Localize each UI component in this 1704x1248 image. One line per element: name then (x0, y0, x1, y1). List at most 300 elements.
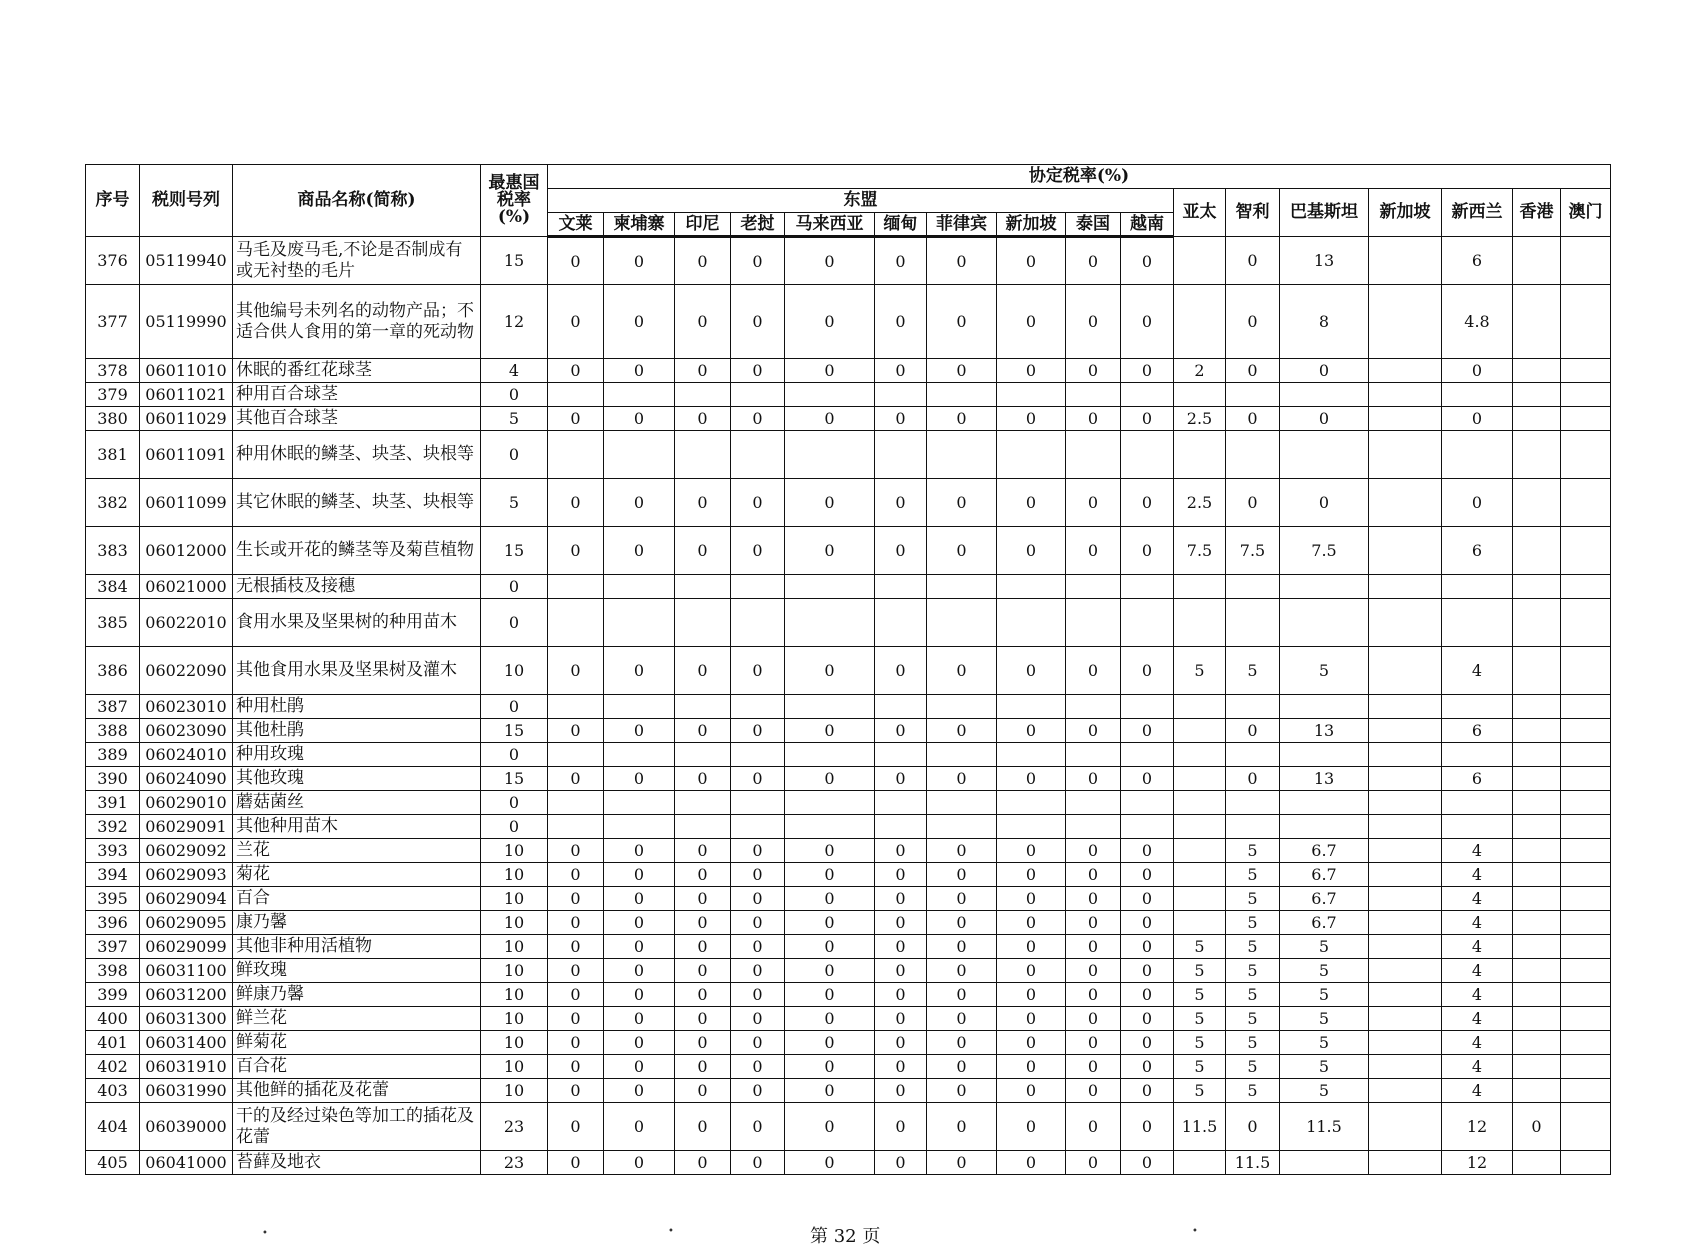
cell-asean-rate: 0 (675, 911, 731, 935)
cell-other-rate (1369, 911, 1442, 935)
cell-asean-rate: 0 (731, 719, 785, 743)
cell-other-rate (1561, 887, 1611, 911)
cell-other-rate (1561, 743, 1611, 767)
cell-code: 06029095 (140, 911, 233, 935)
cell-asean-rate: 0 (997, 719, 1066, 743)
cell-other-rate (1226, 695, 1280, 719)
cell-other-rate (1280, 815, 1369, 839)
cell-other-rate (1369, 237, 1442, 285)
cell-asean-rate (604, 575, 675, 599)
cell-asean-rate: 0 (875, 887, 927, 911)
cell-code: 06011021 (140, 383, 233, 407)
cell-asean-rate: 0 (604, 767, 675, 791)
cell-other-rate (1369, 1031, 1442, 1055)
cell-name: 其他非种用活植物 (233, 935, 481, 959)
cell-asean-rate: 0 (675, 647, 731, 695)
cell-other-rate (1280, 575, 1369, 599)
cell-asean-rate: 0 (1066, 407, 1121, 431)
cell-other-rate (1174, 743, 1226, 767)
cell-asean-rate: 0 (731, 959, 785, 983)
cell-asean-rate: 0 (785, 359, 875, 383)
cell-other-rate (1513, 359, 1561, 383)
cell-other-rate: 5 (1226, 887, 1280, 911)
cell-code: 06022090 (140, 647, 233, 695)
cell-asean-rate: 0 (548, 767, 604, 791)
cell-other-rate: 4 (1442, 1007, 1513, 1031)
cell-asean-rate: 0 (604, 1103, 675, 1151)
cell-other-rate (1226, 383, 1280, 407)
cell-name: 其他玫瑰 (233, 767, 481, 791)
cell-asean-rate: 0 (548, 285, 604, 359)
cell-asean-rate: 0 (1066, 479, 1121, 527)
cell-asean-rate: 0 (997, 1055, 1066, 1079)
table-row (86, 719, 1611, 743)
cell-other-rate (1280, 791, 1369, 815)
cell-asean-rate (604, 431, 675, 479)
cell-name: 蘑菇菌丝 (233, 791, 481, 815)
cell-other-rate (1561, 383, 1611, 407)
cell-mfn: 10 (481, 647, 548, 695)
cell-asean-rate: 0 (1066, 1079, 1121, 1103)
cell-mfn: 5 (481, 479, 548, 527)
cell-asean-rate: 0 (785, 1007, 875, 1031)
cell-mfn: 10 (481, 983, 548, 1007)
cell-other-rate (1513, 527, 1561, 575)
cell-other-rate: 12 (1442, 1103, 1513, 1151)
cell-asean-rate: 0 (604, 1055, 675, 1079)
cell-name: 马毛及废马毛,不论是否制成有或无衬垫的毛片 (233, 237, 481, 285)
cell-other-rate (1561, 359, 1611, 383)
cell-asean-rate (1121, 743, 1174, 767)
cell-seq: 403 (86, 1079, 140, 1103)
cell-asean-rate (731, 815, 785, 839)
table-row (86, 1079, 1611, 1103)
cell-asean-rate: 0 (927, 1151, 997, 1175)
header-other: 智利 (1226, 189, 1280, 237)
cell-other-rate (1174, 695, 1226, 719)
cell-asean-rate (675, 791, 731, 815)
cell-seq: 381 (86, 431, 140, 479)
cell-asean-rate: 0 (997, 359, 1066, 383)
cell-asean-rate: 0 (927, 527, 997, 575)
cell-asean-rate (604, 695, 675, 719)
cell-asean-rate: 0 (675, 1055, 731, 1079)
cell-other-rate: 4 (1442, 959, 1513, 983)
cell-asean-rate (1121, 599, 1174, 647)
cell-other-rate (1561, 575, 1611, 599)
cell-other-rate (1174, 815, 1226, 839)
table-row (86, 647, 1611, 695)
cell-asean-rate: 0 (1121, 1103, 1174, 1151)
cell-asean-rate: 0 (604, 1007, 675, 1031)
cell-other-rate (1513, 863, 1561, 887)
cell-other-rate (1369, 863, 1442, 887)
cell-other-rate (1280, 743, 1369, 767)
cell-asean-rate (548, 791, 604, 815)
cell-asean-rate (1066, 599, 1121, 647)
cell-asean-rate (1066, 575, 1121, 599)
cell-asean-rate: 0 (1121, 237, 1174, 285)
table-row (86, 237, 1611, 285)
cell-other-rate (1174, 767, 1226, 791)
cell-code: 06031400 (140, 1031, 233, 1055)
cell-asean-rate: 0 (997, 1151, 1066, 1175)
cell-asean-rate: 0 (731, 285, 785, 359)
cell-asean-rate (927, 791, 997, 815)
cell-name: 鲜兰花 (233, 1007, 481, 1031)
cell-other-rate: 5 (1226, 1055, 1280, 1079)
cell-other-rate: 4 (1442, 839, 1513, 863)
cell-asean-rate (1066, 695, 1121, 719)
cell-asean-rate: 0 (785, 1103, 875, 1151)
cell-asean-rate: 0 (675, 887, 731, 911)
cell-asean-rate (1066, 743, 1121, 767)
cell-asean-rate: 0 (1121, 887, 1174, 911)
cell-asean-rate: 0 (785, 983, 875, 1007)
cell-other-rate (1561, 237, 1611, 285)
cell-other-rate (1513, 1007, 1561, 1031)
cell-asean-rate (875, 791, 927, 815)
header-name: 商品名称(简称) (233, 165, 481, 237)
cell-asean-rate (675, 383, 731, 407)
cell-asean-rate: 0 (1066, 285, 1121, 359)
cell-asean-rate: 0 (1066, 767, 1121, 791)
cell-other-rate (1280, 1151, 1369, 1175)
cell-asean-rate (1121, 791, 1174, 815)
cell-other-rate: 8 (1280, 285, 1369, 359)
cell-asean-rate: 0 (1121, 1031, 1174, 1055)
cell-asean-rate: 0 (1066, 237, 1121, 285)
cell-asean-rate: 0 (731, 647, 785, 695)
cell-code: 06029099 (140, 935, 233, 959)
table-row (86, 863, 1611, 887)
cell-name: 无根插枝及接穗 (233, 575, 481, 599)
cell-asean-rate: 0 (548, 935, 604, 959)
cell-other-rate: 5 (1226, 1007, 1280, 1031)
cell-asean-rate: 0 (875, 1031, 927, 1055)
cell-seq: 385 (86, 599, 140, 647)
cell-seq: 396 (86, 911, 140, 935)
cell-asean-rate: 0 (785, 1055, 875, 1079)
cell-asean-rate: 0 (927, 1103, 997, 1151)
cell-other-rate: 5 (1174, 1055, 1226, 1079)
cell-asean-rate: 0 (997, 767, 1066, 791)
cell-other-rate: 5 (1280, 1055, 1369, 1079)
cell-asean-rate: 0 (927, 863, 997, 887)
cell-other-rate: 6.7 (1280, 887, 1369, 911)
cell-other-rate: 5 (1280, 959, 1369, 983)
cell-code: 06029093 (140, 863, 233, 887)
cell-mfn: 10 (481, 1031, 548, 1055)
cell-asean-rate: 0 (927, 1055, 997, 1079)
cell-other-rate (1369, 647, 1442, 695)
header-asean-country: 老挝 (731, 213, 785, 237)
cell-other-rate (1442, 383, 1513, 407)
cell-asean-rate: 0 (548, 1151, 604, 1175)
table-row (86, 935, 1611, 959)
cell-name: 其他食用水果及坚果树及灌木 (233, 647, 481, 695)
cell-other-rate (1513, 237, 1561, 285)
cell-asean-rate: 0 (875, 863, 927, 887)
cell-asean-rate: 0 (1121, 767, 1174, 791)
cell-asean-rate: 0 (997, 839, 1066, 863)
cell-name: 兰花 (233, 839, 481, 863)
cell-other-rate (1513, 767, 1561, 791)
cell-asean-rate: 0 (675, 285, 731, 359)
cell-asean-rate: 0 (785, 959, 875, 983)
cell-other-rate (1561, 407, 1611, 431)
table-row (86, 1031, 1611, 1055)
cell-asean-rate (548, 383, 604, 407)
cell-asean-rate: 0 (1121, 1079, 1174, 1103)
cell-asean-rate (785, 575, 875, 599)
cell-other-rate: 6 (1442, 767, 1513, 791)
cell-other-rate: 5 (1174, 983, 1226, 1007)
cell-seq: 395 (86, 887, 140, 911)
cell-asean-rate: 0 (675, 959, 731, 983)
cell-asean-rate: 0 (997, 1007, 1066, 1031)
cell-mfn: 0 (481, 575, 548, 599)
cell-mfn: 23 (481, 1151, 548, 1175)
cell-other-rate: 5 (1174, 1007, 1226, 1031)
cell-other-rate (1369, 479, 1442, 527)
cell-asean-rate: 0 (785, 839, 875, 863)
cell-asean-rate: 0 (675, 767, 731, 791)
cell-name: 其他编号未列名的动物产品；不适合供人食用的第一章的死动物 (233, 285, 481, 359)
cell-asean-rate: 0 (997, 647, 1066, 695)
cell-asean-rate: 0 (675, 1151, 731, 1175)
cell-asean-rate (731, 791, 785, 815)
cell-asean-rate: 0 (675, 1103, 731, 1151)
cell-asean-rate: 0 (927, 935, 997, 959)
cell-asean-rate (1121, 383, 1174, 407)
cell-asean-rate: 0 (785, 527, 875, 575)
cell-asean-rate: 0 (785, 767, 875, 791)
header-asean-country: 新加坡 (997, 213, 1066, 237)
cell-other-rate (1442, 791, 1513, 815)
cell-asean-rate: 0 (1066, 1007, 1121, 1031)
cell-asean-rate: 0 (1066, 1151, 1121, 1175)
cell-other-rate (1174, 383, 1226, 407)
cell-other-rate: 5 (1174, 959, 1226, 983)
cell-other-rate: 7.5 (1174, 527, 1226, 575)
table-row (86, 431, 1611, 479)
cell-seq: 397 (86, 935, 140, 959)
cell-code: 06029092 (140, 839, 233, 863)
cell-asean-rate: 0 (1121, 959, 1174, 983)
cell-other-rate: 5 (1226, 1031, 1280, 1055)
cell-other-rate: 5 (1174, 1031, 1226, 1055)
cell-other-rate (1369, 983, 1442, 1007)
cell-code: 06031200 (140, 983, 233, 1007)
cell-asean-rate (1121, 431, 1174, 479)
cell-other-rate (1369, 959, 1442, 983)
cell-asean-rate: 0 (927, 887, 997, 911)
cell-asean-rate: 0 (731, 767, 785, 791)
cell-asean-rate (731, 383, 785, 407)
cell-asean-rate: 0 (604, 285, 675, 359)
cell-other-rate: 12 (1442, 1151, 1513, 1175)
cell-other-rate (1369, 285, 1442, 359)
cell-other-rate: 2.5 (1174, 479, 1226, 527)
cell-asean-rate: 0 (785, 1151, 875, 1175)
cell-asean-rate: 0 (548, 647, 604, 695)
cell-mfn: 10 (481, 887, 548, 911)
cell-other-rate: 5 (1280, 983, 1369, 1007)
cell-asean-rate (997, 695, 1066, 719)
cell-other-rate: 5 (1280, 935, 1369, 959)
cell-other-rate (1561, 959, 1611, 983)
cell-asean-rate: 0 (1066, 359, 1121, 383)
cell-other-rate (1513, 647, 1561, 695)
cell-other-rate (1513, 1079, 1561, 1103)
cell-asean-rate: 0 (731, 863, 785, 887)
cell-mfn: 0 (481, 695, 548, 719)
cell-asean-rate: 0 (875, 1103, 927, 1151)
cell-asean-rate: 0 (785, 911, 875, 935)
table-row (86, 911, 1611, 935)
cell-code: 06024010 (140, 743, 233, 767)
cell-asean-rate (675, 695, 731, 719)
cell-asean-rate: 0 (1121, 1007, 1174, 1031)
cell-asean-rate: 0 (604, 237, 675, 285)
scan-speck: • (668, 1226, 674, 1237)
cell-asean-rate: 0 (731, 527, 785, 575)
cell-other-rate: 5 (1226, 863, 1280, 887)
cell-asean-rate: 0 (731, 359, 785, 383)
cell-other-rate (1226, 791, 1280, 815)
cell-mfn: 23 (481, 1103, 548, 1151)
cell-asean-rate: 0 (548, 983, 604, 1007)
cell-asean-rate: 0 (731, 1031, 785, 1055)
cell-asean-rate: 0 (548, 911, 604, 935)
cell-asean-rate: 0 (548, 863, 604, 887)
cell-seq: 401 (86, 1031, 140, 1055)
cell-asean-rate: 0 (604, 1151, 675, 1175)
table-row (86, 383, 1611, 407)
cell-asean-rate (997, 791, 1066, 815)
cell-code: 06029010 (140, 791, 233, 815)
cell-other-rate (1561, 599, 1611, 647)
cell-other-rate (1369, 527, 1442, 575)
cell-asean-rate: 0 (604, 839, 675, 863)
cell-asean-rate: 0 (927, 983, 997, 1007)
cell-name: 苔藓及地衣 (233, 1151, 481, 1175)
cell-code: 06022010 (140, 599, 233, 647)
cell-other-rate (1226, 599, 1280, 647)
cell-seq: 388 (86, 719, 140, 743)
cell-asean-rate: 0 (785, 1079, 875, 1103)
cell-code: 06021000 (140, 575, 233, 599)
cell-asean-rate: 0 (1066, 647, 1121, 695)
cell-other-rate (1513, 407, 1561, 431)
cell-other-rate (1513, 743, 1561, 767)
cell-other-rate: 5 (1226, 959, 1280, 983)
cell-mfn: 10 (481, 1007, 548, 1031)
cell-asean-rate: 0 (731, 935, 785, 959)
cell-other-rate (1280, 695, 1369, 719)
cell-asean-rate (785, 815, 875, 839)
cell-name: 鲜玫瑰 (233, 959, 481, 983)
cell-seq: 402 (86, 1055, 140, 1079)
cell-asean-rate (997, 815, 1066, 839)
cell-other-rate (1174, 285, 1226, 359)
cell-seq: 392 (86, 815, 140, 839)
cell-other-rate (1369, 407, 1442, 431)
cell-asean-rate: 0 (1066, 887, 1121, 911)
cell-asean-rate: 0 (604, 1031, 675, 1055)
cell-asean-rate: 0 (1066, 1055, 1121, 1079)
cell-asean-rate (875, 383, 927, 407)
cell-asean-rate: 0 (997, 1103, 1066, 1151)
cell-seq: 376 (86, 237, 140, 285)
cell-asean-rate (1066, 431, 1121, 479)
cell-asean-rate: 0 (927, 479, 997, 527)
cell-asean-rate: 0 (1066, 935, 1121, 959)
cell-asean-rate (1066, 815, 1121, 839)
cell-name: 种用玫瑰 (233, 743, 481, 767)
cell-asean-rate: 0 (785, 1031, 875, 1055)
cell-code: 06031100 (140, 959, 233, 983)
cell-asean-rate: 0 (1121, 839, 1174, 863)
header-mfn: 最惠国税率(%) (481, 165, 548, 237)
cell-code: 05119990 (140, 285, 233, 359)
cell-asean-rate: 0 (785, 935, 875, 959)
cell-asean-rate (875, 743, 927, 767)
cell-asean-rate (548, 815, 604, 839)
cell-mfn: 0 (481, 431, 548, 479)
cell-other-rate: 4 (1442, 935, 1513, 959)
cell-asean-rate: 0 (875, 911, 927, 935)
cell-asean-rate (927, 599, 997, 647)
cell-other-rate (1174, 887, 1226, 911)
cell-asean-rate: 0 (1121, 359, 1174, 383)
cell-asean-rate (548, 695, 604, 719)
cell-other-rate: 0 (1442, 407, 1513, 431)
cell-asean-rate: 0 (604, 719, 675, 743)
cell-other-rate: 6.7 (1280, 839, 1369, 863)
cell-other-rate (1561, 1031, 1611, 1055)
cell-asean-rate: 0 (1066, 719, 1121, 743)
cell-other-rate: 11.5 (1280, 1103, 1369, 1151)
cell-asean-rate: 0 (997, 911, 1066, 935)
cell-other-rate (1369, 1151, 1442, 1175)
cell-asean-rate: 0 (927, 1007, 997, 1031)
cell-other-rate: 7.5 (1226, 527, 1280, 575)
cell-other-rate (1442, 599, 1513, 647)
cell-asean-rate: 0 (548, 407, 604, 431)
cell-seq: 405 (86, 1151, 140, 1175)
cell-other-rate (1226, 743, 1280, 767)
cell-code: 06029091 (140, 815, 233, 839)
cell-other-rate (1369, 1055, 1442, 1079)
cell-asean-rate: 0 (1121, 479, 1174, 527)
cell-name: 生长或开花的鳞茎等及菊苣植物 (233, 527, 481, 575)
cell-asean-rate: 0 (548, 959, 604, 983)
cell-other-rate (1369, 359, 1442, 383)
header-other: 新西兰 (1442, 189, 1513, 237)
cell-asean-rate (675, 575, 731, 599)
cell-other-rate (1226, 815, 1280, 839)
table-row (86, 1055, 1611, 1079)
cell-other-rate: 0 (1226, 359, 1280, 383)
cell-asean-rate: 0 (548, 237, 604, 285)
cell-asean-rate: 0 (1121, 285, 1174, 359)
cell-other-rate: 0 (1226, 719, 1280, 743)
cell-asean-rate: 0 (875, 983, 927, 1007)
cell-mfn: 10 (481, 911, 548, 935)
cell-asean-rate: 0 (875, 527, 927, 575)
